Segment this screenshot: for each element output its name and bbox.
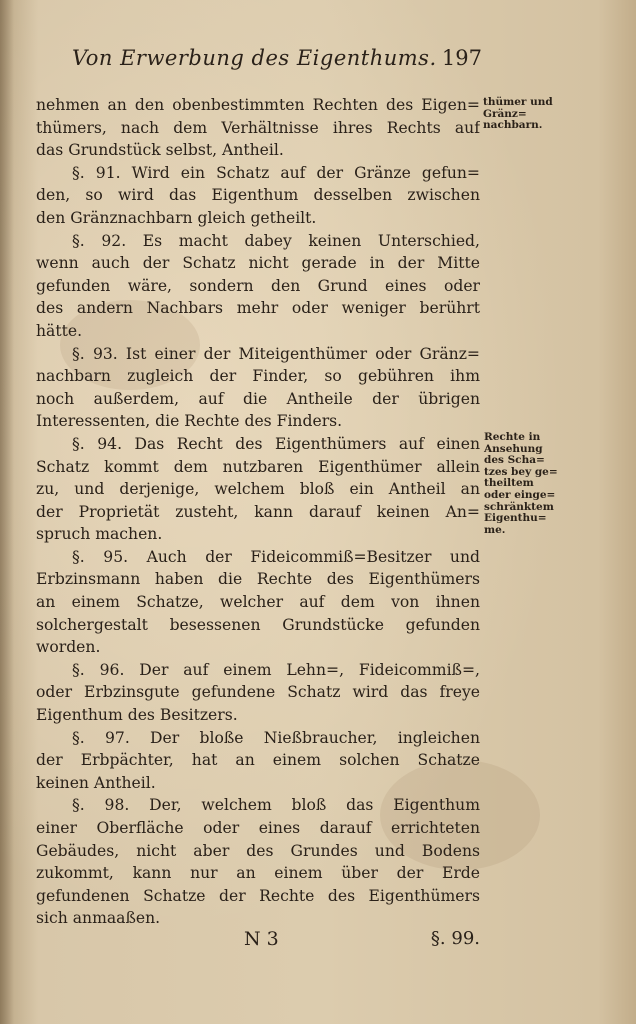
page-number: 197 xyxy=(441,46,482,70)
text-line: nachbarn zugleich der Finder, so gebühren ihm xyxy=(36,367,480,386)
text-line: §. 98. Der, welchem bloß das Eigenthum xyxy=(72,796,480,815)
text-line: Erbzinsmann haben die Rechte des Eigenthümers xyxy=(36,570,480,589)
text-line: spruch machen. xyxy=(36,525,163,544)
margin-note-line: nachbarn. xyxy=(483,119,543,132)
text-line: oder Erbzinsgute gefundene Schatz wird das freye xyxy=(36,683,480,702)
margin-note-line: des Scha= xyxy=(484,454,545,467)
margin-note xyxy=(484,432,564,536)
text-line: des andern Nachbars mehr oder weniger berührt xyxy=(36,299,480,318)
text-line: §. 96. Der auf einem Lehn=, Fideicommiß=, xyxy=(72,660,480,679)
text-line: worden. xyxy=(36,638,101,657)
text-line: der Proprietät zusteht, kann darauf keinen An= xyxy=(36,502,480,521)
text-line: den Gränznachbarn gleich getheilt. xyxy=(36,208,317,227)
margin-note-line: Gränz= xyxy=(483,107,527,120)
text-line: noch außerdem, auf die Antheile der übrigen xyxy=(36,389,480,408)
text-line: einer Oberfläche oder eines darauf errichteten xyxy=(36,819,480,837)
text-line: der Erbpächter, hat an einem solchen Schatze xyxy=(36,751,480,770)
margin-note-line: Eigenthu= xyxy=(484,512,547,525)
text-line: sich anmaaßen. xyxy=(36,909,161,928)
text-line: Interessenten, die Rechte des Finders. xyxy=(36,412,343,431)
catchword: §. 99. xyxy=(430,928,480,949)
margin-note-line: theiltem xyxy=(484,477,534,490)
text-line: hätte. xyxy=(36,321,83,340)
text-line: wenn auch der Schatz nicht gerade in der Mitte xyxy=(36,254,480,273)
text-line: gefunden wäre, sondern den Grund eines oder xyxy=(36,276,480,295)
text-line: Gebäudes, nicht aber des Grundes und Bodens xyxy=(36,841,480,860)
text-line: zukommt, kann nur an einem über der Erde xyxy=(36,864,480,883)
text-line: §. 91. Wird ein Schatz auf der Gränze gefun= xyxy=(72,163,480,182)
text-line: an einem Schatze, welcher auf dem von ihnen xyxy=(36,593,480,612)
page-footer xyxy=(36,928,480,954)
margin-note xyxy=(483,97,563,132)
text-line: §. 94. Das Recht des Eigenthümers auf einen xyxy=(72,434,480,453)
text-line: §. 97. Der bloße Nießbraucher, ingleichen xyxy=(72,728,480,747)
text-line: §. 93. Ist einer der Miteigenthümer oder Gränz= xyxy=(72,344,480,363)
page-header xyxy=(72,44,482,78)
text-line: thümers, nach dem Verhältnisse ihres Rechts auf xyxy=(36,118,480,137)
binding-shadow xyxy=(0,0,14,1024)
text-line: Schatz kommt dem nutzbaren Eigenthümer allein xyxy=(36,457,480,476)
printer-signature: N 3 xyxy=(244,928,279,950)
margin-note-line: schränktem xyxy=(484,500,554,513)
text-line: zu, und derjenige, welchem bloß ein Antheil an xyxy=(36,480,480,499)
text-line: §. 92. Es macht dabey keinen Unterschied, xyxy=(72,231,480,250)
margin-note-line: oder einge= xyxy=(484,488,556,501)
running-title: Von Erwerbung des Eigenthums. xyxy=(72,46,437,70)
text-line: §. 95. Auch der Fideicommiß=Besitzer und xyxy=(72,547,480,566)
margin-note-line: Rechte in xyxy=(484,431,541,443)
text-line: keinen Antheil. xyxy=(36,773,156,792)
text-line: solchergestalt besessenen Grundstücke gefunden xyxy=(36,615,480,634)
margin-note-line: tzes bey ge= xyxy=(484,465,558,478)
text-line: das Grundstück selbst, Antheil. xyxy=(36,141,284,160)
text-line: Eigenthum des Besitzers. xyxy=(36,706,238,725)
margin-note-line: me. xyxy=(484,523,506,536)
text-line: gefundenen Schatze der Rechte des Eigenthümers xyxy=(36,886,480,905)
body-text xyxy=(36,94,480,930)
margin-note-line: thümer und xyxy=(483,96,553,108)
margin-note-line: Ansehung xyxy=(484,442,543,455)
text-line: den, so wird das Eigenthum desselben zwischen xyxy=(36,186,480,205)
text-line: nehmen an den obenbestimmten Rechten des Eigen= xyxy=(36,96,480,114)
